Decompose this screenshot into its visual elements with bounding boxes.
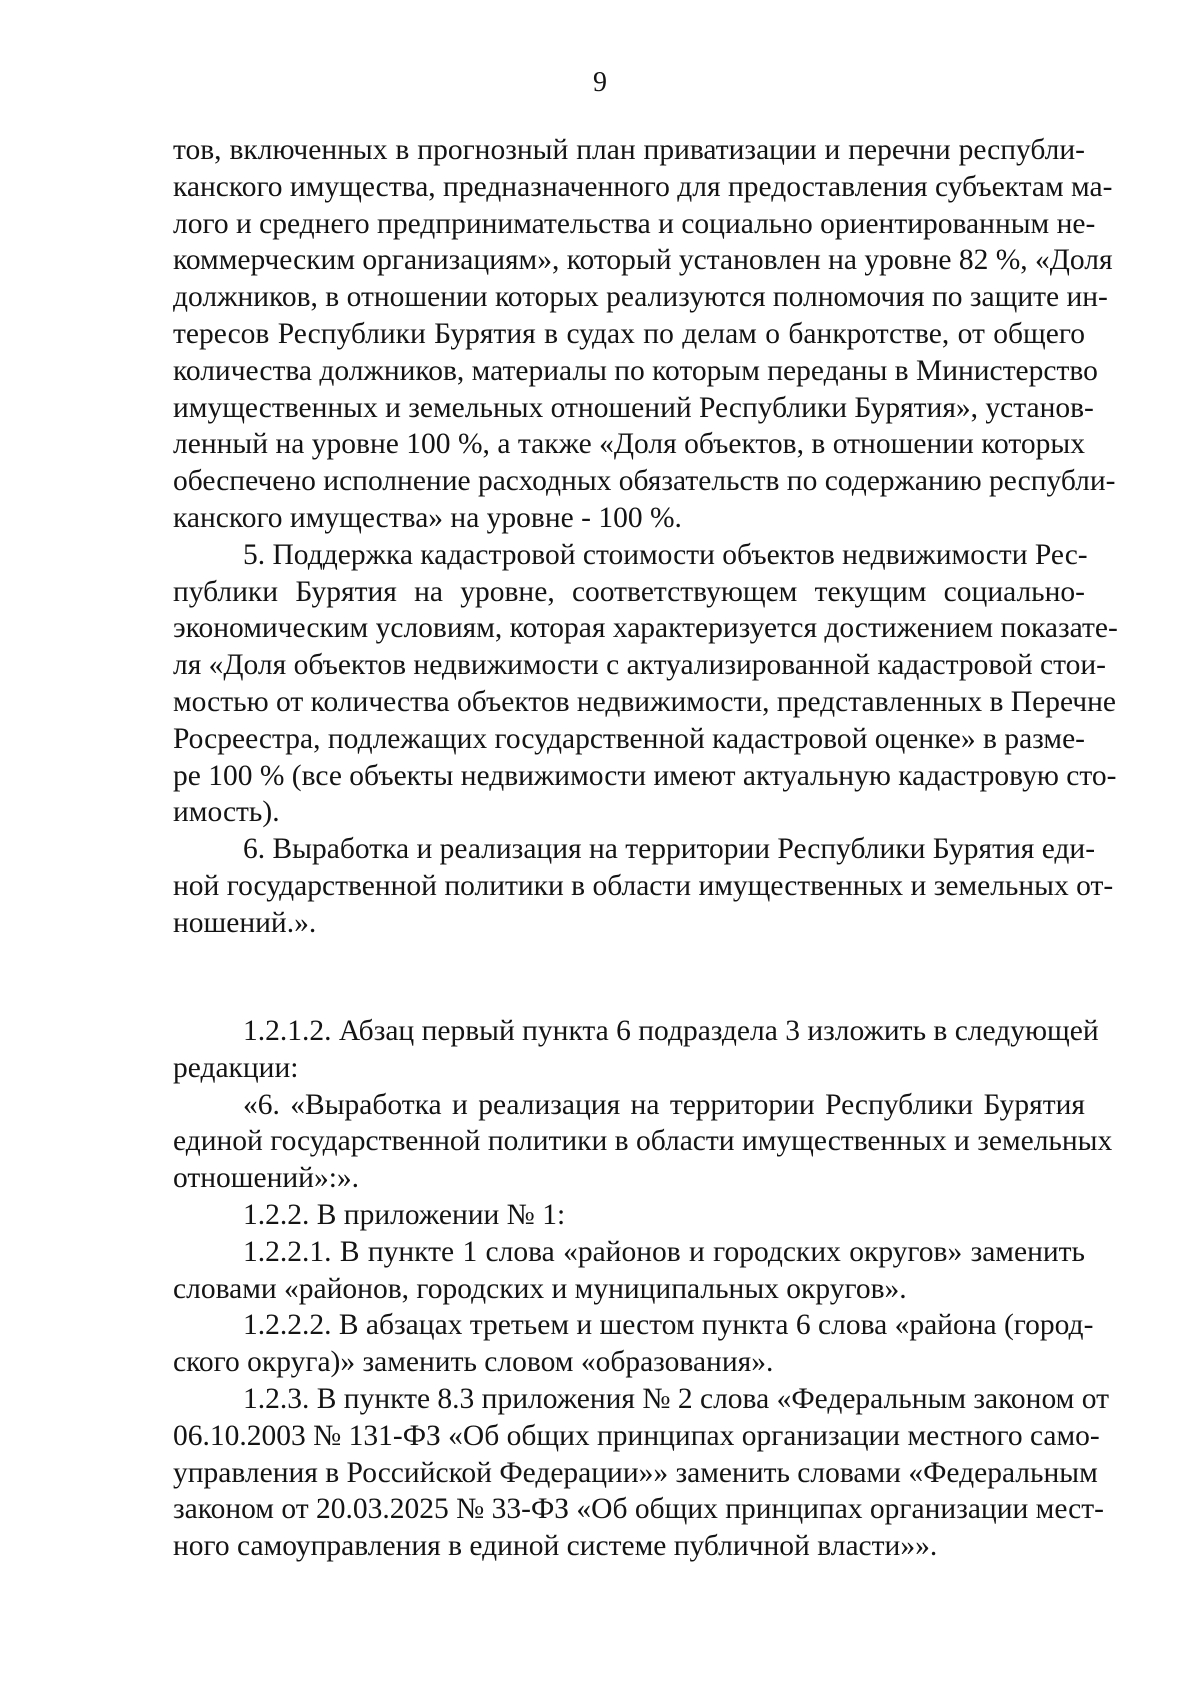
body-text-block-2 <box>173 1013 1113 1565</box>
text-line: мостью от количества объектов недвижимости, представленных в Перечне <box>173 685 1117 718</box>
text-line: канского имущества» на уровне - 100 %. <box>173 501 682 534</box>
text-line: «6. «Выработка и реализация на территории Республики Бурятия <box>243 1088 1085 1121</box>
text-line: 1.2.2.1. В пункте 1 слова «районов и городских округов» заменить <box>243 1235 1085 1268</box>
text-line: 1.2.1.2. Абзац первый пункта 6 подраздела 3 изложить в следующей <box>243 1015 1099 1047</box>
text-line: единой государственной политики в области имущественных и земельных <box>173 1125 1113 1158</box>
text-line: отношений»:». <box>173 1162 360 1195</box>
text-line: количества должников, материалы по которым переданы в Министерство <box>173 354 1098 387</box>
text-line: ной государственной политики в области имущественных и земельных от- <box>173 869 1114 902</box>
text-line: тов, включенных в прогнозный план приватизации и перечни республи- <box>173 134 1085 166</box>
text-line: тересов Республики Бурятия в судах по делам о банкротстве, от общего <box>173 317 1085 350</box>
page-number: 9 <box>593 67 607 98</box>
text-line: ре 100 % (все объекты недвижимости имеют актуальную кадастровую сто- <box>173 759 1117 792</box>
text-line: словами «районов, городских и муниципальных округов». <box>173 1272 907 1305</box>
text-line: ского округа)» заменить словом «образования». <box>173 1346 774 1379</box>
text-line: лого и среднего предпринимательства и социально ориентированным не- <box>173 207 1096 240</box>
text-line: ля «Доля объектов недвижимости с актуализированной кадастровой стои- <box>173 649 1106 682</box>
text-line: 1.2.3. В пункте 8.3 приложения № 2 слова «Федеральным законом от <box>243 1382 1109 1415</box>
text-line: экономическим условиям, которая характеризуется достижением показате- <box>173 612 1118 645</box>
body-text-block-1 <box>173 132 1118 942</box>
text-line: 1.2.2.2. В абзацах третьем и шестом пункта 6 слова «района (город- <box>243 1309 1094 1342</box>
text-line: коммерческим организациям», который установлен на уровне 82 %, «Доля <box>173 244 1113 277</box>
text-line: должников, в отношении которых реализуются полномочия по защите ин- <box>173 281 1108 314</box>
text-line: канского имущества, предназначенного для предоставления субъектам ма- <box>173 170 1113 203</box>
text-line: 6. Выработка и реализация на территории Республики Бурятия еди- <box>243 833 1096 866</box>
text-line: Росреестра, подлежащих государственной кадастровой оценке» в разме- <box>173 722 1085 755</box>
text-line: ного самоуправления в единой системе публичной власти»». <box>173 1530 938 1563</box>
text-line: публики Бурятия на уровне, соответствующем текущим социально- <box>173 575 1085 608</box>
text-line: управления в Российской Федерации»» заменить словами «Федеральным <box>173 1456 1098 1489</box>
text-line: ношений.». <box>173 906 317 939</box>
text-line: 5. Поддержка кадастровой стоимости объектов недвижимости Рес- <box>243 538 1088 571</box>
text-line: законом от 20.03.2025 № 33-ФЗ «Об общих принципах организации мест- <box>173 1493 1104 1526</box>
text-line: обеспечено исполнение расходных обязательств по содержанию республи- <box>173 465 1116 498</box>
text-line: имость). <box>173 796 280 829</box>
text-line: ленный на уровне 100 %, а также «Доля объектов, в отношении которых <box>173 428 1085 461</box>
text-line: 06.10.2003 № 131-ФЗ «Об общих принципах организации местного само- <box>173 1419 1100 1452</box>
text-line: 1.2.2. В приложении № 1: <box>243 1198 566 1231</box>
text-line: имущественных и земельных отношений Республики Бурятия», установ- <box>173 391 1094 424</box>
text-line: редакции: <box>173 1051 299 1084</box>
